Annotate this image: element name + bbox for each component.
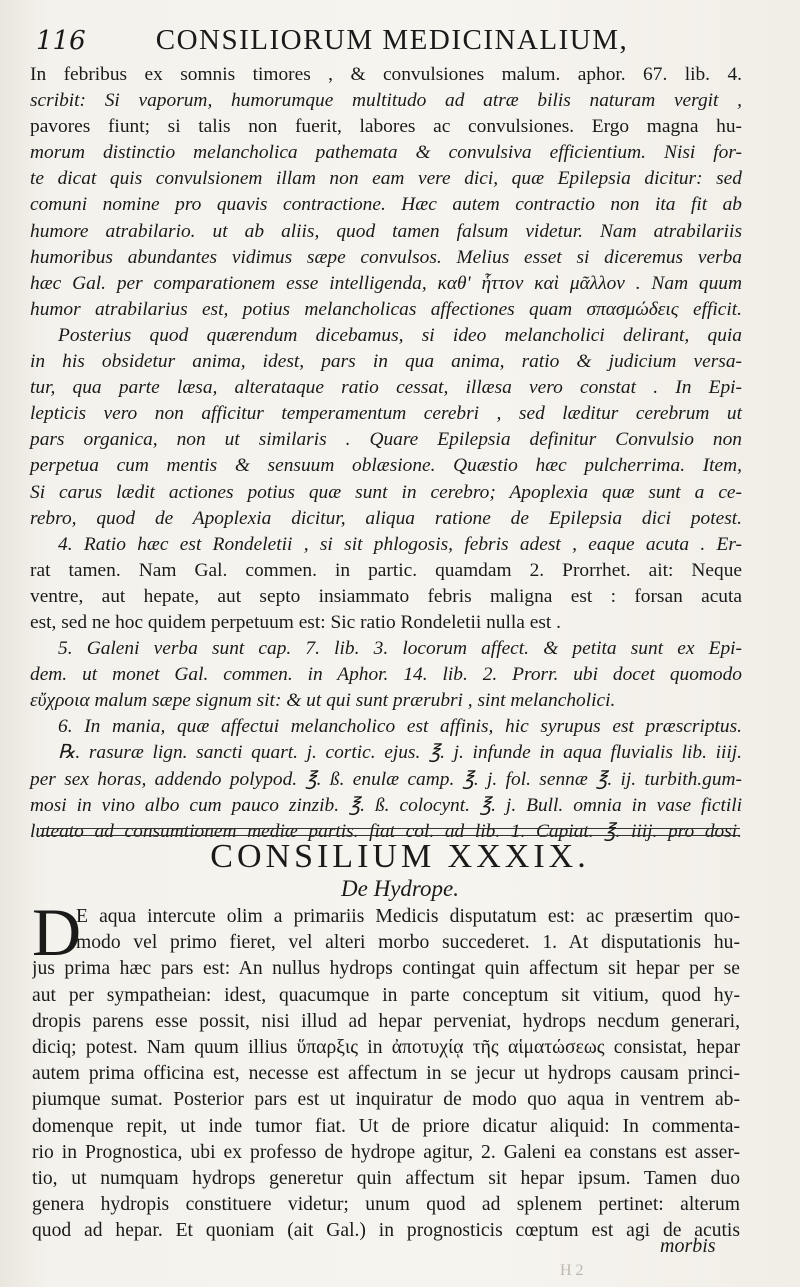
notes-line: dem. ut monet Gal. commen. in Aphor. 14. lib. 2. Prorr. ubi docet quomodo: [30, 664, 742, 686]
notes-line: Posterius quod quærendum dicebamus, si ideo melancholici delirant, quia: [58, 324, 742, 346]
body-line: autem prima officina est, necesse est affectum in se jecur ut hydrops causam princi-: [32, 1063, 740, 1085]
notes-line: comuni nomine pro quavis contractione. Hæc autem contractio non ita fit ab: [30, 194, 742, 216]
notes-line: humoribus abundantes vidimus sæpe convulsos. Melius esset si diceremus verba: [30, 246, 742, 268]
notes-line: te dicat quis convulsionem illam non eam vere dici, quæ Epilepsia dicitur: sed: [30, 168, 742, 190]
consilium-title: CONSILIUM XXXIX.: [210, 838, 590, 875]
section-divider-rule: [40, 828, 740, 836]
notes-line: humore atrabilario. ut ab aliis, quod tamen falsum videtur. Nam atrabilariis: [30, 220, 742, 242]
notes-line: ℞. rasuræ lign. sancti quart. j. cortic. ejus. ℥. j. infunde in aqua fluvialis lib. iiij.: [58, 742, 742, 764]
body-line: diciq; potest. Nam quum illius ὕπαρξις in ἀποτυχίᾳ τῆς αἱματώσεως consistat, hepar: [32, 1037, 740, 1059]
signature-mark: H 2: [560, 1262, 584, 1279]
consilium-subtitle: De Hydrope.: [341, 876, 459, 901]
notes-line: est, sed ne hoc quidem perpetuum est: Sic ratio Rondeletii nulla est .: [30, 611, 561, 633]
notes-line: Si carus lædit actiones potius quæ sunt in cerebro; Apoplexia quæ sunt a ce-: [30, 481, 742, 503]
notes-line: εὔχροια malum sæpe signum sit: & ut qui sunt prærubri , sint melancholici.: [30, 690, 616, 712]
notes-line: 4. Ratio hæc est Rondeletii , si sit phlogosis, febris adest , eaque acuta . Er-: [58, 533, 742, 555]
notes-line: morum distinctio melancholica pathemata & convulsiva efficientium. Nisi for-: [30, 142, 742, 164]
notes-line: perpetua cum mentis & sensuum oblæsione. Quæstio hæc pulcherrima. Item,: [30, 455, 742, 477]
notes-line: luteato ad consumtionem mediæ partis. fiat col. ad lib. 1. Capiat. ℥. iiij. pro dosi.: [30, 820, 742, 842]
body-line: modo vel primo fieret, vel alteri morbo succederet. 1. At disputationis hu-: [76, 932, 740, 954]
body-line: aut per sympatheian: idest, quacumque in parte conceptum sit vitium, quod hy-: [32, 984, 740, 1006]
notes-line: tur, qua parte læsa, alterataque ratio cessat, illæsa vero constat . In Epi-: [30, 377, 742, 399]
running-title: CONSILIORUM MEDICINALIUM,: [155, 24, 629, 56]
notes-line: scribit: Si vaporum, humorumque multitudo ad atræ bilis naturam vergit ,: [30, 90, 742, 112]
notes-line: In febribus ex somnis timores , & convulsiones malum. aphor. 67. lib. 4.: [30, 64, 742, 85]
consilium-body: [32, 894, 740, 1245]
notes-line: 6. In mania, quæ affectui melancholico est affinis, hic syrupus est præscriptus.: [58, 716, 742, 738]
notes-line: 5. Galeni verba sunt cap. 7. lib. 3. locorum affect. & petita sunt ex Epi-: [58, 638, 742, 660]
notes-line: in his obsidetur anima, idest, pars in qua anima, ratio & judicium versa-: [30, 351, 742, 373]
body-line: domenque repit, ut inde tumor fiat. Ut de priore dicatur aliquid: In commenta-: [32, 1115, 740, 1137]
body-line: piumque sumat. Posterior pars est ut inquiratur de modo quo aqua in ventrem ab-: [32, 1089, 740, 1111]
notes-line: humor atrabilarius est, potius melancholicas affectiones quam σπασμώδεις efficit.: [30, 298, 742, 320]
body-line: quod ad hepar. Et quoniam (ait Gal.) in prognosticis cœptum est agi de acutis: [32, 1220, 740, 1242]
page-number: 116: [36, 26, 86, 56]
body-line: rio in Prognostica, ubi ex professo de hydrope agitur, 2. Galeni ea constans est asser-: [32, 1141, 740, 1163]
notes-line: rat tamen. Nam Gal. commen. in partic. quamdam 2. Prorrhet. ait: Neque: [30, 559, 742, 581]
body-line: E aqua intercute olim a primariis Medicis disputatum est: ac præsertim quo-: [76, 906, 740, 927]
notes-line: mosi in vino albo cum pauco zinzib. ℥. ß. colocynt. ℥. j. Bull. omnia in vase fictili: [30, 794, 742, 816]
page-header: [22, 22, 762, 62]
notes-line: hæc Gal. per comparationem esse intelligenda, καθ' ἧττον καὶ μᾶλλον . Nam quum: [30, 272, 742, 294]
notes-line: pars organica, non ut similaris . Quare Epilepsia definitur Convulsio non: [30, 429, 742, 451]
notes-line: per sex horas, addendo polypod. ℥. ß. enulæ camp. ℥. j. fol. sennæ ℥. ij. turbith.gum-: [30, 768, 742, 790]
drop-cap: D: [32, 894, 82, 970]
body-line: jus prima hæc pars est: An nullus hydrops contingat quin affectum sit hepar per se: [32, 958, 740, 980]
commentary-notes: [30, 62, 742, 845]
catchword: morbis: [660, 1235, 716, 1257]
body-line: genera hydropis constituere videtur; unum quod ad splenem pertinet: alterum: [32, 1194, 740, 1216]
notes-line: lepticis vero non afficitur temperamentum cerebri , sed læditur cerebrum ut: [30, 403, 742, 425]
body-line: dropis parens esse possit, nisi illud ad hepar perveniat, hydrops necdum generari,: [32, 1010, 740, 1032]
notes-line: pavores fiunt; si talis non fuerit, labores ac convulsiones. Ergo magna hu-: [30, 116, 742, 138]
notes-line: ventre, aut hepate, aut septo insiammato febris maligna est : forsan acuta: [30, 585, 742, 607]
notes-line: rebro, quod de Apoplexia dicitur, aliqua ratione de Epilepsia dici potest.: [30, 507, 742, 529]
body-line: tio, ut numquam hydrops generetur quin affectum sit hepar ipsum. Tamen duo: [32, 1168, 740, 1190]
